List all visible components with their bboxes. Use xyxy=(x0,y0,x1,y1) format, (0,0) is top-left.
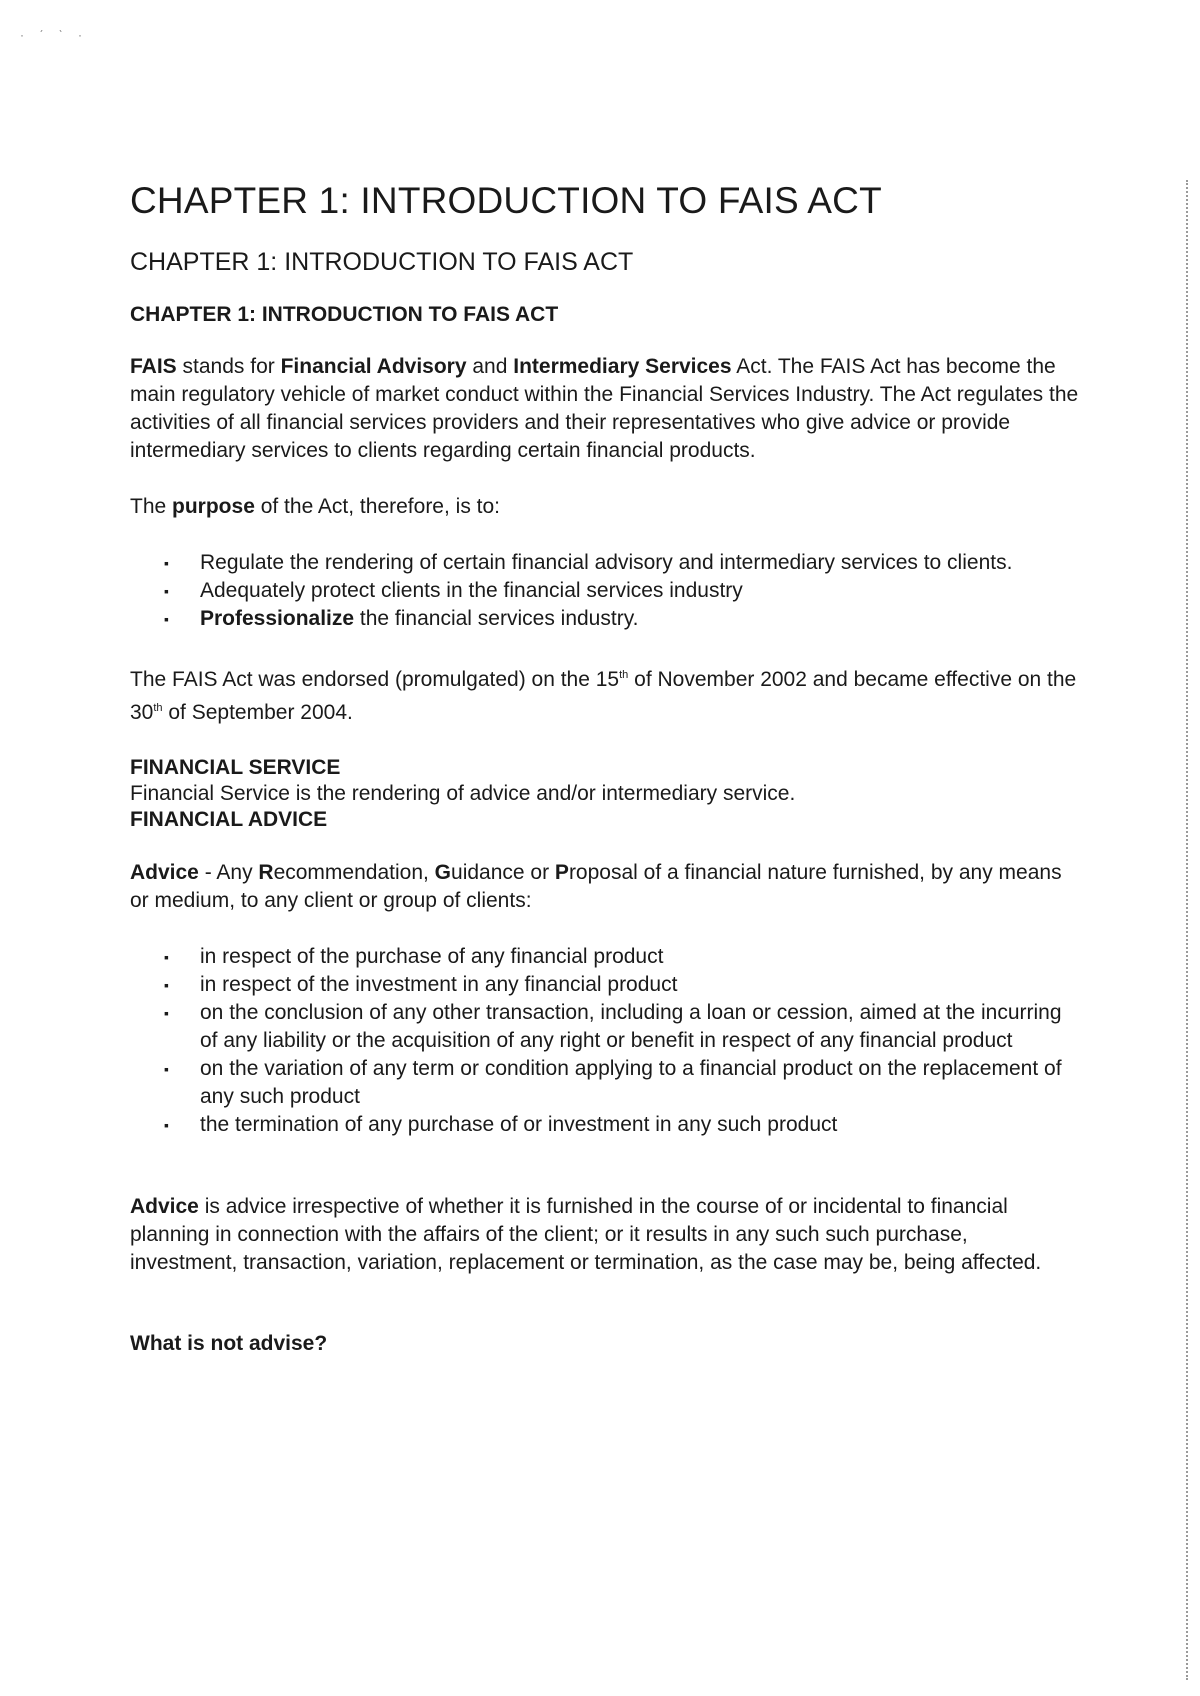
advice-note-text: is advice irrespective of whether it is furnished in the course of or incidental to financial planning in connection with the affairs of the client; or it results in any such such purchase, investment, transaction, variation, replacement or termination, as the case may be, being affected. xyxy=(130,1195,1042,1274)
advice-def-initial: R xyxy=(258,861,274,884)
scan-edge-mark xyxy=(1184,180,1188,1680)
list-item xyxy=(164,1111,1080,1139)
intermediary-services-term: Intermediary Services xyxy=(513,355,732,378)
ordinal-suffix: th xyxy=(619,669,629,681)
list-item-text: on the conclusion of any other transaction, including a loan or cession, aimed at the incurring of any liability or the acquisition of any right or benefit in respect of any financial product xyxy=(200,1001,1062,1052)
purpose-list xyxy=(130,549,1080,633)
list-item xyxy=(164,577,1080,605)
list-item xyxy=(164,943,1080,971)
chapter-heading-medium: CHAPTER 1: INTRODUCTION TO FAIS ACT xyxy=(130,248,634,276)
financial-advice-heading: FINANCIAL ADVICE xyxy=(130,808,328,831)
advice-def-text: - Any xyxy=(198,861,259,884)
bullet-icon: ▪ xyxy=(164,1117,169,1133)
endorsed-text-3: of September 2004. xyxy=(162,701,353,724)
bullet-icon: ▪ xyxy=(164,555,169,571)
purpose-paragraph xyxy=(130,493,1080,521)
intro-text-1: stands for xyxy=(176,355,281,378)
list-item xyxy=(164,549,1080,577)
purpose-text-2: of the Act, therefore, is to: xyxy=(254,495,501,518)
fais-term: FAIS xyxy=(130,355,177,378)
endorsed-text-1: The FAIS Act was endorsed (promulgated) on the 15 xyxy=(130,668,620,691)
bullet-icon: ▪ xyxy=(164,1005,169,1021)
list-item xyxy=(164,605,1080,633)
advice-list xyxy=(130,943,1080,1139)
bullet-icon: ▪ xyxy=(164,1061,169,1077)
financial-advisory-term: Financial Advisory xyxy=(280,355,467,378)
intro-text-3: Act. The FAIS Act has become the main regulatory vehicle of market conduct within the Financial Services Industry. The Act regulates the activities of all financial services providers and their representatives who give advice or provide intermediary services to clients regarding certain financial products. xyxy=(130,355,1079,462)
list-item-text: the financial services industry. xyxy=(354,607,639,630)
advice-def-text: roposal of a financial nature furnished, by any means or medium, to any client or group of clients: xyxy=(130,861,1062,912)
list-item xyxy=(164,999,1080,1055)
list-item-text: in respect of the investment in any financial product xyxy=(200,973,678,996)
purpose-term: purpose xyxy=(172,495,255,518)
bullet-icon: ▪ xyxy=(164,949,169,965)
professionalize-term: Professionalize xyxy=(200,607,355,630)
list-item-text: Adequately protect clients in the financial services industry xyxy=(200,579,743,602)
intro-paragraph xyxy=(130,353,1080,465)
advice-term: Advice xyxy=(130,861,199,884)
intro-text-2: and xyxy=(466,355,514,378)
not-advise-heading: What is not advise? xyxy=(130,1332,328,1355)
list-item-text: Regulate the rendering of certain financial advisory and intermediary services to clients. xyxy=(200,551,1013,574)
list-item-text: in respect of the purchase of any financial product xyxy=(200,945,664,968)
list-item-text: the termination of any purchase of or investment in any such product xyxy=(200,1113,838,1136)
document-content xyxy=(130,180,1080,1357)
endorsed-text-2: of November 2002 and became effective on the 30 xyxy=(130,668,1077,724)
scan-specks: · ˊ ˋ · xyxy=(20,28,88,42)
chapter-heading-large: CHAPTER 1: INTRODUCTION TO FAIS ACT xyxy=(130,180,882,221)
financial-service-text: Financial Service is the rendering of advice and/or intermediary service. xyxy=(130,782,796,805)
advice-definition-paragraph xyxy=(130,859,1080,915)
list-item xyxy=(164,971,1080,999)
purpose-text-1: The xyxy=(130,495,173,518)
list-item xyxy=(164,1055,1080,1111)
advice-def-initial: P xyxy=(554,861,569,884)
bullet-icon: ▪ xyxy=(164,611,169,627)
chapter-heading-small: CHAPTER 1: INTRODUCTION TO FAIS ACT xyxy=(130,303,559,326)
advice-note-paragraph xyxy=(130,1193,1080,1277)
financial-service-heading: FINANCIAL SERVICE xyxy=(130,756,341,779)
ordinal-suffix: th xyxy=(153,702,163,714)
endorsed-paragraph xyxy=(130,661,1080,727)
advice-term: Advice xyxy=(130,1195,199,1218)
advice-def-text: uidance or xyxy=(451,861,555,884)
list-item-text: on the variation of any term or condition applying to a financial product on the replacement of any such product xyxy=(200,1057,1062,1108)
advice-def-text: ecommendation, xyxy=(273,861,435,884)
bullet-icon: ▪ xyxy=(164,583,169,599)
advice-def-initial: G xyxy=(434,861,452,884)
bullet-icon: ▪ xyxy=(164,977,169,993)
